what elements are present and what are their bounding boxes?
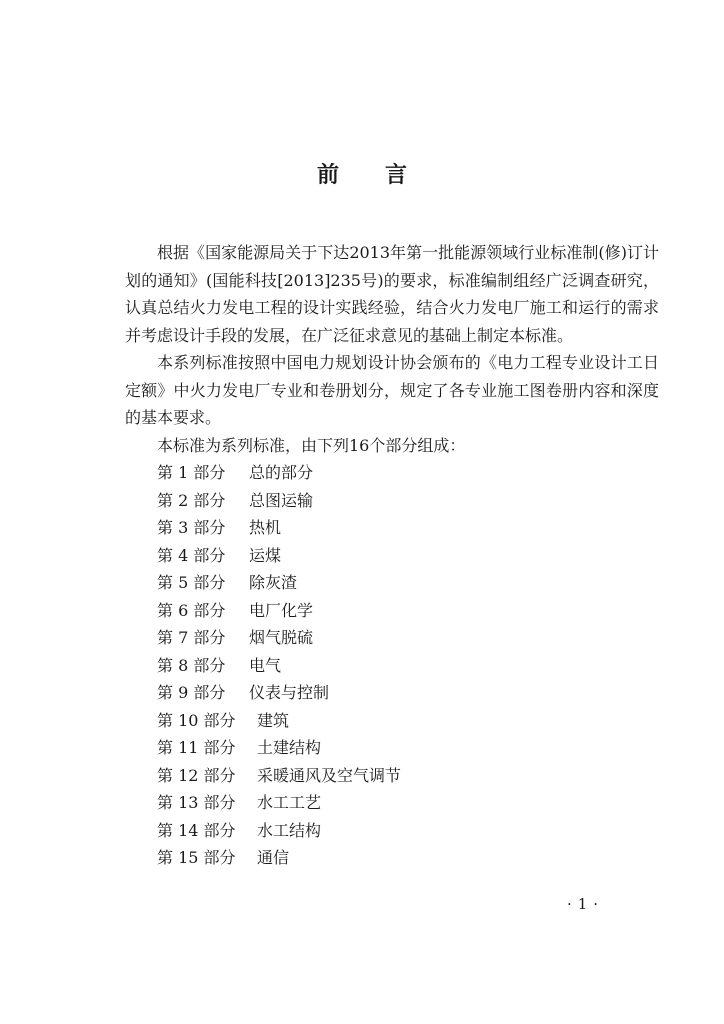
part-number: 第 4 部分 (157, 545, 226, 565)
part-name: 水工结构 (257, 820, 322, 840)
part-number: 第 15 部分 (157, 848, 236, 867)
list-item (157, 762, 659, 790)
paragraph-division: 本系列标准按照中国电力规划设计协会颁布的《电力工程专业设计工日定额》中火力发电厂专业和卷册划分，规定了各专业施工图卷册内容和深度的基本要求。 (125, 353, 659, 427)
part-number: 第 9 部分 (157, 683, 226, 702)
part-number: 第 6 部分 (157, 600, 226, 620)
part-name: 电气 (249, 655, 282, 675)
list-item (157, 789, 659, 817)
part-number: 第 8 部分 (157, 655, 226, 675)
part-number: 第 1 部分 (157, 463, 226, 482)
list-item (157, 734, 659, 762)
part-name: 热机 (249, 518, 282, 537)
list-item (157, 542, 659, 570)
part-name: 建筑 (257, 710, 290, 730)
part-number: 第 3 部分 (157, 518, 226, 537)
part-number: 第 12 部分 (157, 765, 236, 785)
list-item (157, 597, 659, 625)
title-char-right: 言 (385, 163, 408, 188)
title-char-left: 前 (316, 163, 339, 188)
page-number: ·1· (567, 895, 605, 913)
list-item (157, 487, 659, 515)
parts-list (125, 459, 659, 872)
list-item (157, 569, 659, 597)
paragraph-parts-intro: 本标准为系列标准，由下列16个部分组成： (157, 435, 466, 455)
part-number: 第 11 部分 (157, 738, 236, 757)
part-name: 烟气脱硫 (249, 628, 314, 647)
part-name: 总图运输 (249, 490, 314, 510)
part-name: 总的部分 (249, 463, 314, 482)
part-name: 采暖通风及空气调节 (257, 765, 402, 785)
part-name: 仪表与控制 (249, 683, 330, 702)
part-name: 运煤 (249, 545, 282, 565)
list-item (157, 707, 659, 735)
list-item (157, 652, 659, 680)
part-name: 电厂化学 (249, 600, 314, 620)
list-item (157, 624, 659, 652)
part-number: 第 13 部分 (157, 793, 236, 812)
part-name: 土建结构 (257, 738, 322, 757)
body-text (125, 239, 659, 872)
part-name: 水工工艺 (257, 793, 322, 812)
part-number: 第 14 部分 (157, 820, 236, 840)
part-name: 除灰渣 (249, 573, 298, 592)
part-number: 第 7 部分 (157, 628, 226, 647)
part-number: 第 2 部分 (157, 490, 226, 510)
part-number: 第 10 部分 (157, 710, 236, 730)
part-name: 通信 (257, 848, 290, 867)
paragraph-basis: 根据《国家能源局关于下达2013年第一批能源领域行业标准制(修)订计划的通知》(国能科技[2013]235号)的要求，标准编制组经广泛调查研究，认真总结火力发电工程的设计实践经验，结合火力发电厂施工和运行的需求并考虑设计手段的发展，在广泛征求意见的基础上制定本标准。 (125, 243, 659, 345)
list-item (157, 817, 659, 845)
page-title (0, 158, 724, 189)
list-item (157, 459, 659, 487)
list-item (157, 514, 659, 542)
part-number: 第 5 部分 (157, 573, 226, 592)
list-item (157, 844, 659, 872)
list-item (157, 679, 659, 707)
